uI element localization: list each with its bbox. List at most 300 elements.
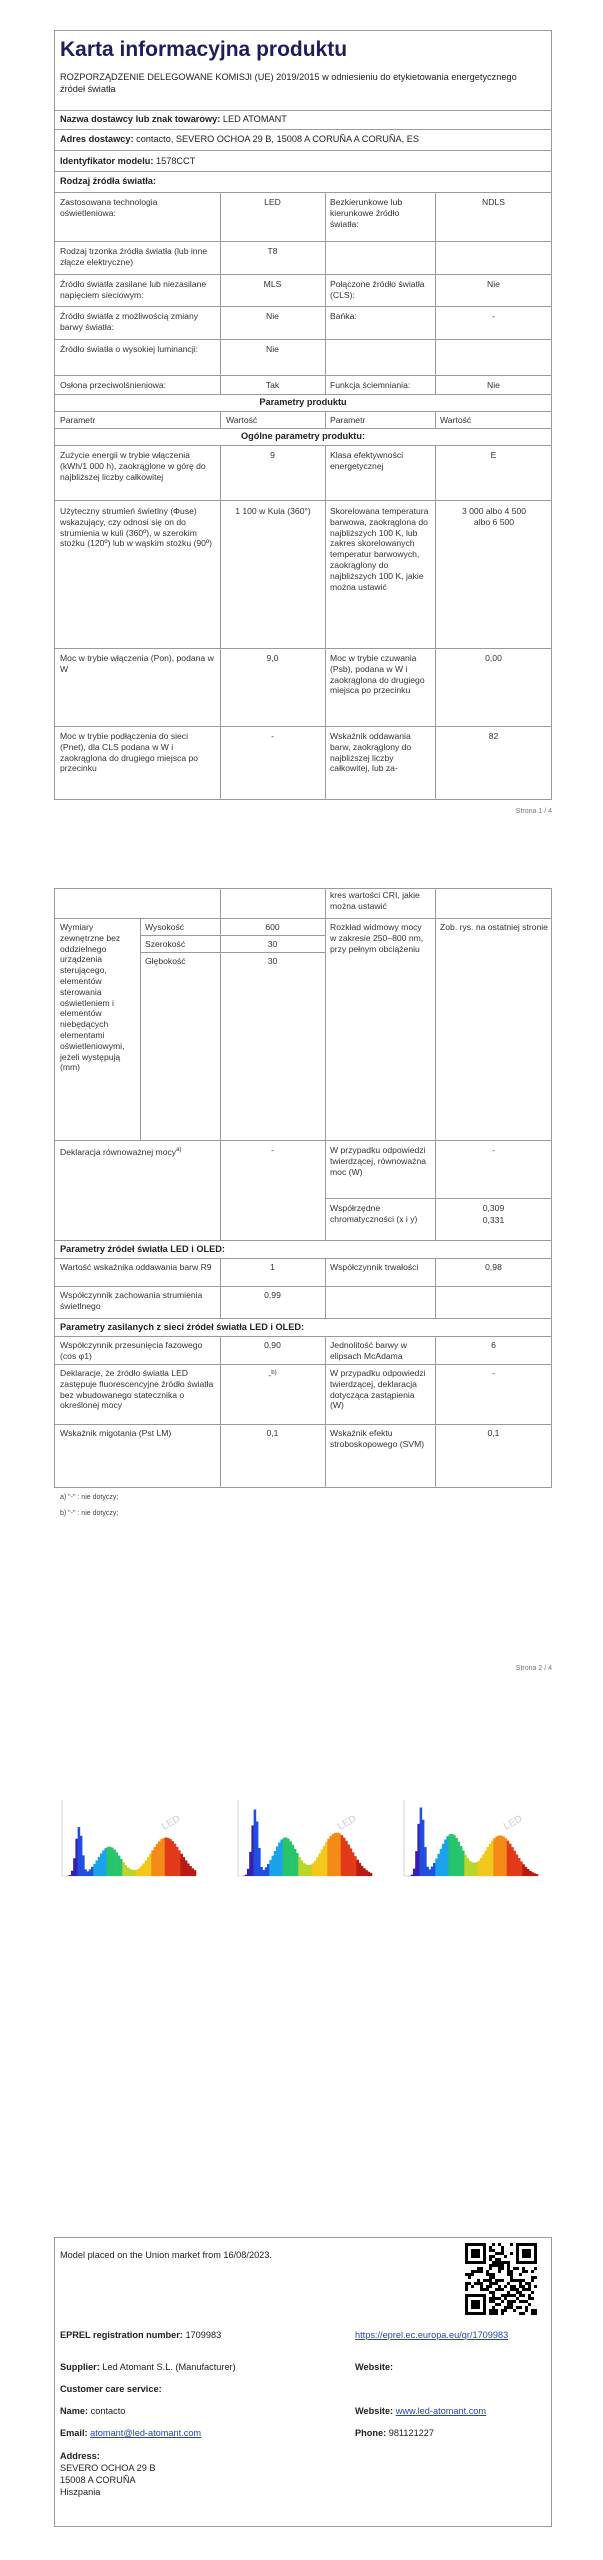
contact-website-row (355, 2406, 486, 2418)
qr-module (507, 2261, 510, 2264)
qr-module (513, 2309, 516, 2312)
address-line-2: 15008 A CORUÑA (60, 2475, 136, 2485)
qr-module (489, 2297, 492, 2300)
qr-module (492, 2300, 495, 2303)
led-params-header: Parametry źródeł światła LED i OLED: (60, 1244, 225, 1254)
spectrum-bar (138, 1868, 141, 1876)
address-label-en: Address: (60, 2451, 100, 2461)
qr-module (510, 2285, 513, 2288)
qr-module (501, 2294, 504, 2297)
spectrum-bar (163, 1838, 166, 1876)
supplier-row-en (60, 2362, 236, 2374)
spectrum-bar (467, 1858, 470, 1876)
contact-website-label: Website: (355, 2406, 394, 2416)
spectrum-bar (189, 1866, 192, 1876)
qr-module (519, 2291, 522, 2294)
qr-module (492, 2243, 495, 2246)
qr-module (519, 2285, 522, 2288)
spectrum-bar (318, 1854, 321, 1876)
website-label: Website: (355, 2362, 394, 2372)
spectrum-bar (513, 1851, 516, 1876)
spectrum-bar (426, 1867, 429, 1876)
spectrum-bar (446, 1836, 449, 1876)
spectrum-bar (174, 1844, 177, 1876)
row-cls-value: Nie (487, 279, 500, 289)
spectrum-bar (160, 1839, 163, 1876)
spectrum-bar (359, 1863, 362, 1876)
spectrum-bar (370, 1873, 373, 1876)
mains-params-header: Parametry zasilanych z sieci źródeł światła LED i OLED: (60, 1322, 305, 1332)
spectrum-bar (496, 1836, 499, 1876)
spectrum-bar (471, 1862, 474, 1876)
qr-module (507, 2273, 510, 2276)
qr-module (489, 2291, 492, 2294)
col-value-1: Wartość (226, 415, 258, 425)
qr-module (519, 2282, 522, 2285)
row-cap-value: T8 (267, 246, 278, 256)
spectrum-bar (140, 1866, 143, 1876)
qr-module (507, 2264, 510, 2267)
spectrum-bar (431, 1867, 434, 1876)
spectrum-bar (536, 1874, 539, 1876)
dimensions-label: Wymiary zewnętrzne bez oddzielnego urządzenia sterującego, elementów sterowania oświetleniem i elementów niebędących elementami oświetleniowymi, jeżeli występują (mm) (60, 922, 125, 1073)
spectrum-svg-3 (396, 1790, 546, 1890)
spectrum-bar (449, 1834, 452, 1876)
qr-module (486, 2288, 489, 2291)
spectrum-bar (478, 1861, 481, 1876)
spectrum-bar (298, 1857, 301, 1876)
equiv-watt-label: W przypadku odpowiedzi twierdzącej, równoważna moc (W) (330, 1145, 427, 1177)
qr-module (480, 2285, 483, 2288)
spectrum-bar (247, 1869, 250, 1876)
spectrum-bar (109, 1847, 112, 1876)
spectrum-bar (433, 1863, 436, 1876)
equiv-power-label (60, 1145, 215, 1158)
qr-module (489, 2258, 492, 2261)
spectrum-bar (469, 1861, 472, 1876)
height-value: 600 (265, 922, 280, 932)
spectrum-chart-6500k (396, 1790, 546, 1890)
spectrum-bar (365, 1870, 368, 1876)
qr-module (531, 2276, 534, 2279)
spectrum-bar (260, 1867, 263, 1876)
qr-module (504, 2309, 507, 2312)
spectrum-bar (80, 1836, 83, 1876)
col-value-2: Wartość (440, 415, 472, 425)
qr-module (477, 2279, 480, 2282)
spectrum-chart-3000k (54, 1790, 204, 1890)
spectrum-bar (263, 1870, 266, 1876)
qr-module (519, 2273, 522, 2276)
qr-module (492, 2282, 495, 2285)
qr-module (474, 2270, 477, 2273)
qr-module (504, 2306, 507, 2309)
qr-module (507, 2267, 510, 2270)
spectrum-bar (287, 1839, 290, 1876)
spectrum-bar (361, 1866, 364, 1876)
flicker-label: Wskaźnik migotania (Pst LM) (60, 1428, 172, 1438)
qr-module (531, 2279, 534, 2282)
spectrum-bar (336, 1833, 339, 1876)
qr-code (465, 2243, 537, 2315)
spectrum-bar (69, 1875, 72, 1876)
spectrum-bar (354, 1856, 357, 1876)
qr-module (498, 2252, 501, 2255)
row-glare-value: Tak (265, 380, 280, 390)
fluorescent-note: b) (271, 1370, 277, 1376)
qr-module (495, 2312, 498, 2315)
qr-module (492, 2294, 495, 2297)
qr-module (510, 2288, 513, 2291)
qr-module (522, 2288, 525, 2291)
width-label: Szerokość (145, 939, 186, 949)
qr-module (525, 2309, 528, 2312)
qr-module (507, 2282, 510, 2285)
energy-label: Zużycie energii w trybie włączenia (kWh/1 000 h), zaokrąglone w górę do najbliższej liczby całkowitej (60, 450, 206, 482)
spectrum-bar (525, 1867, 528, 1876)
spectrum-bar (345, 1841, 348, 1876)
qr-module (513, 2294, 516, 2297)
depth-label: Głębokość (145, 956, 186, 966)
depth-value: 30 (267, 956, 278, 966)
contact-email-link[interactable]: atomant@led-atomant.com (90, 2428, 202, 2438)
spectrum-bar (327, 1839, 330, 1876)
spectrum-bar (269, 1860, 272, 1876)
mcadam-label: Jednolitość barwy w elipsach McAdama (330, 1340, 407, 1361)
spectrum-bar (151, 1850, 154, 1876)
spectrum-bar (71, 1871, 74, 1876)
spectrum-bar (249, 1852, 252, 1876)
survival-value: 0,98 (485, 1262, 502, 1272)
qr-module (534, 2267, 537, 2270)
eprel-value: 1709983 (185, 2330, 222, 2340)
qr-module (468, 2273, 471, 2276)
eprel-label: EPREL registration number: (60, 2330, 183, 2340)
qr-module (504, 2297, 507, 2300)
col-param-2: Parametr (330, 415, 366, 425)
qr-module (534, 2309, 537, 2312)
spectrum-bar (136, 1869, 139, 1876)
spectrum-bar (158, 1841, 161, 1876)
spectrum-bar (422, 1820, 425, 1876)
qr-module (528, 2282, 531, 2285)
spectrum-bar (455, 1838, 458, 1876)
power-factor-value: 0,90 (264, 1340, 281, 1350)
qr-module (531, 2291, 534, 2294)
qr-module (474, 2282, 477, 2285)
spectrum-bar (93, 1864, 96, 1876)
spectrum-bar (505, 1838, 508, 1876)
network-power-value: - (271, 731, 274, 741)
spectrum-bar (256, 1821, 259, 1876)
qr-module (498, 2279, 501, 2282)
row-envelope-value: - (492, 311, 495, 321)
qr-module (489, 2282, 492, 2285)
efficiency-class-label: Klasa efektywności energetycznej (330, 450, 404, 471)
eprel-link[interactable]: https://eprel.ec.europa.eu/qr/1709983 (355, 2330, 509, 2340)
watermark-text: LED (502, 1813, 525, 1833)
qr-module (492, 2312, 495, 2315)
qr-module (504, 2294, 507, 2297)
qr-module (465, 2273, 468, 2276)
spectrum-bar (294, 1849, 297, 1876)
standby-label: Moc w trybie czuwania (Psb), podana w W i zaokrąglona do drugiego miejsca po przecinku (330, 653, 425, 696)
qr-module (489, 2246, 492, 2249)
contact-name-label: Name: (60, 2406, 89, 2416)
spectrum-bar (480, 1858, 483, 1876)
row-dimming-value: Nie (487, 380, 500, 390)
supplier-value-en: Led Atomant S.L. (Manufacturer) (102, 2362, 236, 2372)
qr-module (519, 2279, 522, 2282)
spectrum-bar (305, 1864, 308, 1876)
qr-module (465, 2285, 468, 2288)
qr-module (516, 2279, 519, 2282)
model-value: 1578CCT (155, 156, 196, 166)
address-value: contacto, SEVERO OCHOA 29 B, 15008 A CORUÑA A CORUÑA, ES (136, 134, 419, 144)
spectrum-bar (272, 1856, 275, 1876)
equiv-watt-value: - (492, 1145, 495, 1155)
spectrum-bar (187, 1863, 190, 1876)
spectrum-bar (274, 1851, 277, 1876)
spectrum-bar (534, 1873, 537, 1876)
qr-module (507, 2270, 510, 2273)
qr-module (510, 2276, 513, 2279)
spectrum-bar (127, 1867, 130, 1876)
flicker-value: 0,1 (266, 1428, 279, 1438)
qr-module (477, 2267, 480, 2270)
flux-label: Użyteczny strumień świetlny (Φuse) wskazujący, czy odnosi się on do strumienia w kuli (360º), w szerokim stożku (120º) lub w wąskim stożku (90º) (60, 506, 212, 549)
row-mains-value: MLS (263, 279, 282, 289)
chroma-y-value: 0,331 (482, 1215, 505, 1225)
qr-module (489, 2255, 492, 2258)
qr-module (495, 2297, 498, 2300)
spectrum-bar (125, 1865, 128, 1876)
spectrum-bar (194, 1870, 197, 1876)
on-power-value: 9,0 (266, 653, 279, 663)
spectrum-svg-2 (230, 1790, 380, 1890)
equiv-power-note: a) (176, 1147, 182, 1153)
spectrum-bar (192, 1868, 195, 1876)
col-param-1: Parametr (60, 415, 96, 425)
spectrum-bar (96, 1860, 99, 1876)
qr-module (534, 2312, 537, 2315)
page-1-frame (54, 30, 552, 800)
qr-module (498, 2297, 501, 2300)
qr-module (489, 2279, 492, 2282)
market-date: Model placed on the Union market from 16/08/2023. (60, 2250, 272, 2260)
spectrum-bar (493, 1838, 496, 1876)
qr-module (525, 2300, 528, 2303)
qr-module (507, 2300, 510, 2303)
qr-module (495, 2258, 498, 2261)
spectrum-bar (102, 1850, 105, 1876)
spectrum-bar (296, 1853, 299, 1876)
qr-module (489, 2300, 492, 2303)
spectrum-bar (145, 1861, 148, 1876)
spectrum-bar (285, 1837, 288, 1876)
contact-website-link[interactable]: www.led-atomant.com (395, 2406, 487, 2416)
qr-module (495, 2303, 498, 2306)
spectrum-bar (245, 1875, 248, 1876)
network-power-label: Moc w trybie podłączenia do sieci (Pnet), dla CLS podana w W i zaokrąglona do drugiego miejsca po przecinku (60, 731, 199, 774)
qr-finder (522, 2249, 531, 2258)
qr-module (507, 2303, 510, 2306)
spectrum-bar (180, 1854, 183, 1876)
qr-module (489, 2249, 492, 2252)
qr-module (531, 2270, 534, 2273)
qr-module (531, 2312, 534, 2315)
qr-module (513, 2300, 516, 2303)
qr-module (519, 2300, 522, 2303)
general-header: Ogólne parametry produktu: (240, 431, 366, 441)
fluorescent-value-text: - (268, 1369, 272, 1380)
qr-module (489, 2273, 492, 2276)
row-tech-label: Zastosowana technologia oświetleniowa: (60, 197, 158, 218)
qr-module (504, 2255, 507, 2258)
qr-module (522, 2294, 525, 2297)
spectrum-bar (484, 1851, 487, 1876)
spectrum-bar (169, 1839, 172, 1876)
spectrum-bar (91, 1867, 94, 1876)
qr-module (492, 2291, 495, 2294)
spectrum-bar (280, 1839, 283, 1876)
supplier-row (60, 114, 287, 126)
qr-module (522, 2312, 525, 2315)
qr-module (492, 2297, 495, 2300)
spectrum-bar (411, 1875, 414, 1876)
qr-module (492, 2276, 495, 2279)
note-b: b) "-" : nie dotyczy; (60, 1510, 119, 1517)
spectrum-bar (131, 1870, 134, 1876)
spectrum-bar (118, 1856, 121, 1876)
qr-module (501, 2312, 504, 2315)
fluorescent-value (220, 1368, 325, 1381)
qr-module (519, 2312, 522, 2315)
spectrum-bar (420, 1808, 423, 1876)
qr-module (528, 2294, 531, 2297)
flux-value: 1 100 w Kula (360°) (235, 506, 311, 516)
qr-module (483, 2288, 486, 2291)
qr-module (534, 2276, 537, 2279)
spectrum-bar (267, 1864, 270, 1876)
qr-module (522, 2300, 525, 2303)
spectrum-bar (73, 1858, 76, 1876)
customer-care-label: Customer care service: (60, 2384, 162, 2394)
qr-module (519, 2294, 522, 2297)
qr-module (471, 2270, 474, 2273)
spectrum-bar (283, 1838, 286, 1876)
spectrum-bar (330, 1836, 333, 1876)
watermark-text: LED (336, 1813, 359, 1833)
qr-module (522, 2279, 525, 2282)
spectrum-bar (278, 1843, 281, 1876)
spectrum-bar (491, 1841, 494, 1876)
spectrum-bar (171, 1841, 174, 1876)
qr-module (495, 2309, 498, 2312)
power-factor-label: Współczynnik przesunięcia fazowego (cos φ1) (60, 1340, 203, 1361)
spectrum-bar (176, 1847, 179, 1876)
contact-phone-value: 981121227 (388, 2428, 435, 2438)
qr-module (513, 2267, 516, 2270)
qr-finder (471, 2300, 480, 2309)
qr-finder (471, 2249, 480, 2258)
standby-value: 0,00 (485, 653, 502, 663)
qr-module (498, 2264, 501, 2267)
qr-module (495, 2264, 498, 2267)
qr-module (471, 2273, 474, 2276)
model-row (60, 156, 195, 168)
qr-code-svg (465, 2243, 537, 2315)
qr-module (510, 2303, 513, 2306)
chroma-label: Współrzędne chromatyczności (x i y) (330, 1203, 418, 1224)
spectrum-bar (89, 1869, 92, 1876)
spectrum-bar (258, 1848, 261, 1876)
qr-module (468, 2276, 471, 2279)
qr-module (522, 2270, 525, 2273)
contact-name-row (60, 2406, 125, 2418)
qr-module (531, 2309, 534, 2312)
spectrum-bar (516, 1854, 519, 1876)
spectrum-bar (424, 1847, 427, 1876)
cri-label: Wskaźnik oddawania barw, zaokrąglony do najbliższej liczby całkowitej, lub za- (330, 731, 412, 774)
spectrum-chart-4500k (230, 1790, 380, 1890)
contact-email-label: Email: (60, 2428, 88, 2438)
qr-module (495, 2261, 498, 2264)
qr-module (501, 2309, 504, 2312)
spectrum-bar (451, 1834, 454, 1876)
qr-module (525, 2306, 528, 2309)
stroboscopic-value: 0,1 (487, 1428, 500, 1438)
width-value: 30 (267, 939, 278, 949)
regulation-text: ROZPORZĄDZENIE DELEGOWANE KOMISJI (UE) 2019/2015 w odniesieniu do etykietowania energetycznego źródeł światła (60, 72, 517, 94)
energy-value: 9 (270, 450, 275, 460)
row-tech-value: LED (264, 197, 281, 207)
spectrum-bar (120, 1859, 123, 1876)
qr-module (513, 2288, 516, 2291)
qr-module (480, 2267, 483, 2270)
cri-continued: kres wartości CRI, jakie można ustawić (330, 890, 420, 911)
qr-module (528, 2297, 531, 2300)
address-label: Adres dostawcy: (60, 134, 134, 144)
qr-module (483, 2279, 486, 2282)
qr-module (516, 2297, 519, 2300)
spectrum-bar (289, 1841, 292, 1876)
spectrum-bar (301, 1860, 304, 1876)
qr-module (498, 2243, 501, 2246)
spectrum-bar (84, 1869, 87, 1876)
r9-label: Wartość wskaźnika oddawania barw R9 (60, 1262, 212, 1272)
qr-module (465, 2282, 468, 2285)
spectrum-bar (122, 1862, 125, 1876)
spectrum-bar (511, 1847, 514, 1876)
spectrum-bar (276, 1846, 279, 1876)
spectrum-bar (254, 1810, 257, 1876)
spectrum-bar (507, 1841, 510, 1876)
chroma-x-value: 0,309 (482, 1203, 505, 1213)
qr-module (486, 2273, 489, 2276)
spectrum-bar (167, 1838, 170, 1876)
qr-module (492, 2273, 495, 2276)
qr-module (516, 2306, 519, 2309)
spectrum-bar (309, 1865, 312, 1876)
fluor-watt-value: - (492, 1368, 495, 1378)
qr-module (489, 2285, 492, 2288)
row-luminance-value: Nie (266, 344, 279, 354)
spectrum-bar (133, 1870, 136, 1876)
qr-module (480, 2288, 483, 2291)
spectrum-bar (156, 1844, 159, 1876)
row-mains-label: Źródło światła zasilane lub niezasilane napięciem sieciowym: (60, 279, 207, 300)
